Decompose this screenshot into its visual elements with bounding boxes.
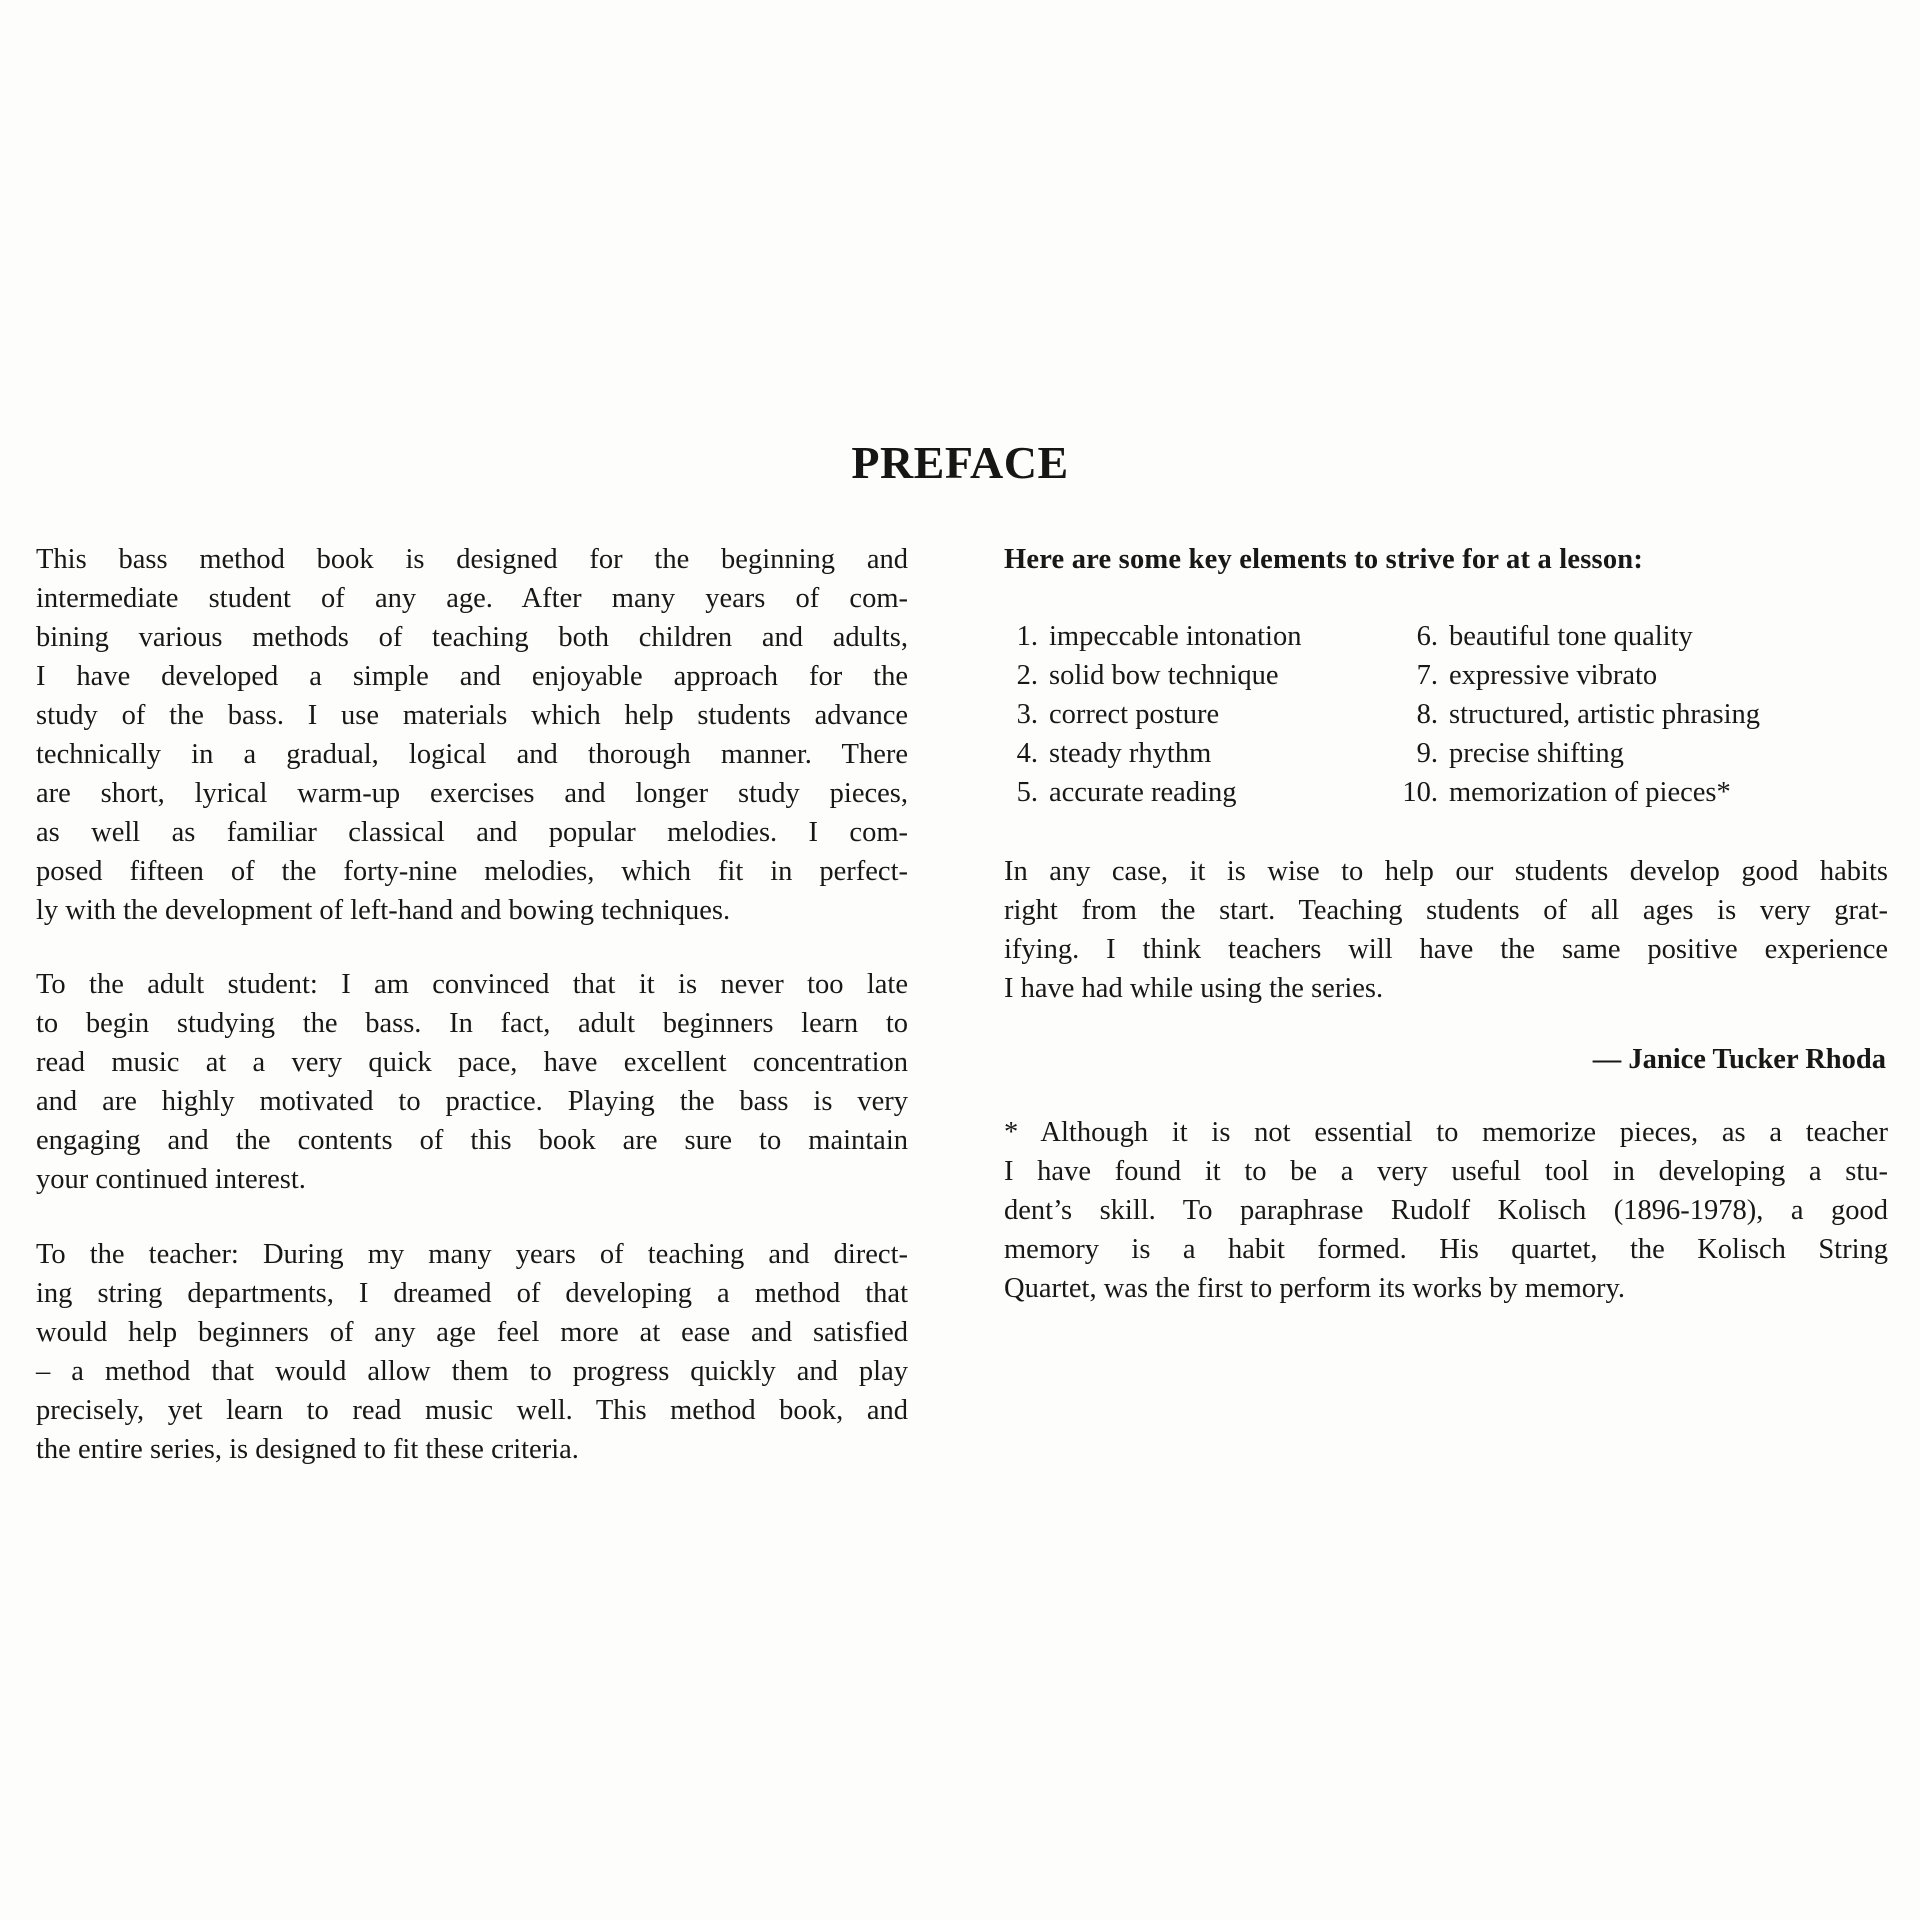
list-item-number: 8. — [1416, 699, 1438, 730]
text-line: technically in a gradual, logical and thorough manner. There — [36, 739, 908, 770]
text-line: bining various methods of teaching both children and adults, — [36, 622, 908, 653]
text-line: I have found it to be a very useful tool in developing a stu- — [1004, 1156, 1888, 1187]
text-line: posed fifteen of the forty-nine melodies, which fit in perfect- — [36, 856, 908, 887]
closing-paragraph — [1004, 852, 1888, 1008]
list-item — [1394, 695, 1888, 734]
text-line: to begin studying the bass. In fact, adult beginners learn to — [36, 1008, 908, 1039]
list-item-label: precise shifting — [1449, 738, 1624, 769]
lesson-elements-list — [1004, 617, 1888, 812]
text-line: memory is a habit formed. His quartet, the Kolisch String — [1004, 1234, 1888, 1265]
list-item-label: accurate reading — [1049, 777, 1237, 808]
list-item-number: 7. — [1416, 660, 1438, 691]
text-line: * Although it is not essential to memorize pieces, as a teacher — [1004, 1117, 1888, 1148]
text-line: the entire series, is designed to fit these criteria. — [36, 1434, 579, 1465]
list-item-number: 3. — [1016, 699, 1038, 730]
list-item — [1394, 773, 1888, 812]
list-item — [1004, 617, 1394, 656]
list-item-number: 1. — [1016, 621, 1038, 652]
text-line: precisely, yet learn to read music well. This method book, and — [36, 1395, 908, 1426]
adult-student-paragraph — [36, 965, 908, 1199]
text-line: ifying. I think teachers will have the same positive experience — [1004, 934, 1888, 965]
list-item-label: solid bow technique — [1049, 660, 1279, 691]
list-item — [1004, 734, 1394, 773]
text-line: – a method that would allow them to progress quickly and play — [36, 1356, 908, 1387]
text-line: dent’s skill. To paraphrase Rudolf Kolisch (1896-1978), a good — [1004, 1195, 1888, 1226]
text-line: intermediate student of any age. After many years of com- — [36, 583, 908, 614]
text-line: your continued interest. — [36, 1164, 306, 1195]
text-line: as well as familiar classical and popular melodies. I com- — [36, 817, 908, 848]
list-item-number: 2. — [1016, 660, 1038, 691]
text-line: In any case, it is wise to help our students develop good habits — [1004, 856, 1888, 887]
list-item-label: steady rhythm — [1049, 738, 1212, 769]
list-item-label: structured, artistic phrasing — [1449, 699, 1761, 730]
list-item-number: 4. — [1016, 738, 1038, 769]
page-title: PREFACE — [851, 437, 1069, 488]
text-line: I have had while using the series. — [1004, 973, 1384, 1004]
list-item — [1394, 656, 1888, 695]
list-item — [1004, 695, 1394, 734]
teacher-paragraph — [36, 1235, 908, 1469]
list-item — [1004, 656, 1394, 695]
list-item — [1394, 617, 1888, 656]
text-line: are short, lyrical warm-up exercises and longer study pieces, — [36, 778, 908, 809]
list-item-label: beautiful tone quality — [1449, 621, 1693, 652]
text-line: ly with the development of left-hand and bowing techniques. — [36, 895, 731, 926]
list-item-label: memorization of pieces* — [1449, 777, 1731, 808]
list-item-number: 9. — [1416, 738, 1438, 769]
lesson-list-column-2 — [1394, 617, 1888, 812]
text-line: This bass method book is designed for the beginning and — [36, 544, 908, 575]
text-line: To the adult student: I am convinced that it is never too late — [36, 969, 908, 1000]
text-line: engaging and the contents of this book are sure to maintain — [36, 1125, 908, 1156]
text-line: read music at a very quick pace, have excellent concentration — [36, 1047, 908, 1078]
list-item-number: 6. — [1416, 621, 1438, 652]
intro-paragraph — [36, 540, 908, 930]
lesson-list-column-1 — [1004, 617, 1394, 812]
list-item-label: expressive vibrato — [1449, 660, 1658, 691]
text-line: study of the bass. I use materials which help students advance — [36, 700, 908, 731]
list-item — [1004, 773, 1394, 812]
text-line: right from the start. Teaching students of all ages is very grat- — [1004, 895, 1888, 926]
footnote-paragraph — [1004, 1113, 1888, 1308]
text-line: would help beginners of any age feel more at ease and satisfied — [36, 1317, 908, 1348]
text-line: Quartet, was the first to perform its works by memory. — [1004, 1273, 1626, 1304]
lesson-elements-heading: Here are some key elements to strive for at a lesson: — [1004, 544, 1644, 575]
text-line: and are highly motivated to practice. Playing the bass is very — [36, 1086, 908, 1117]
list-item-label: correct posture — [1049, 699, 1220, 730]
right-column — [1004, 540, 1888, 1308]
list-item-number: 10. — [1402, 777, 1438, 808]
list-item-label: impeccable intonation — [1049, 621, 1302, 652]
list-item-number: 5. — [1016, 777, 1038, 808]
text-line: To the teacher: During my many years of teaching and direct- — [36, 1239, 908, 1270]
text-line: I have developed a simple and enjoyable approach for the — [36, 661, 908, 692]
text-line: ing string departments, I dreamed of developing a method that — [36, 1278, 908, 1309]
author-signature: — Janice Tucker Rhoda — [1592, 1044, 1886, 1075]
left-column — [36, 540, 908, 1469]
list-item — [1394, 734, 1888, 773]
